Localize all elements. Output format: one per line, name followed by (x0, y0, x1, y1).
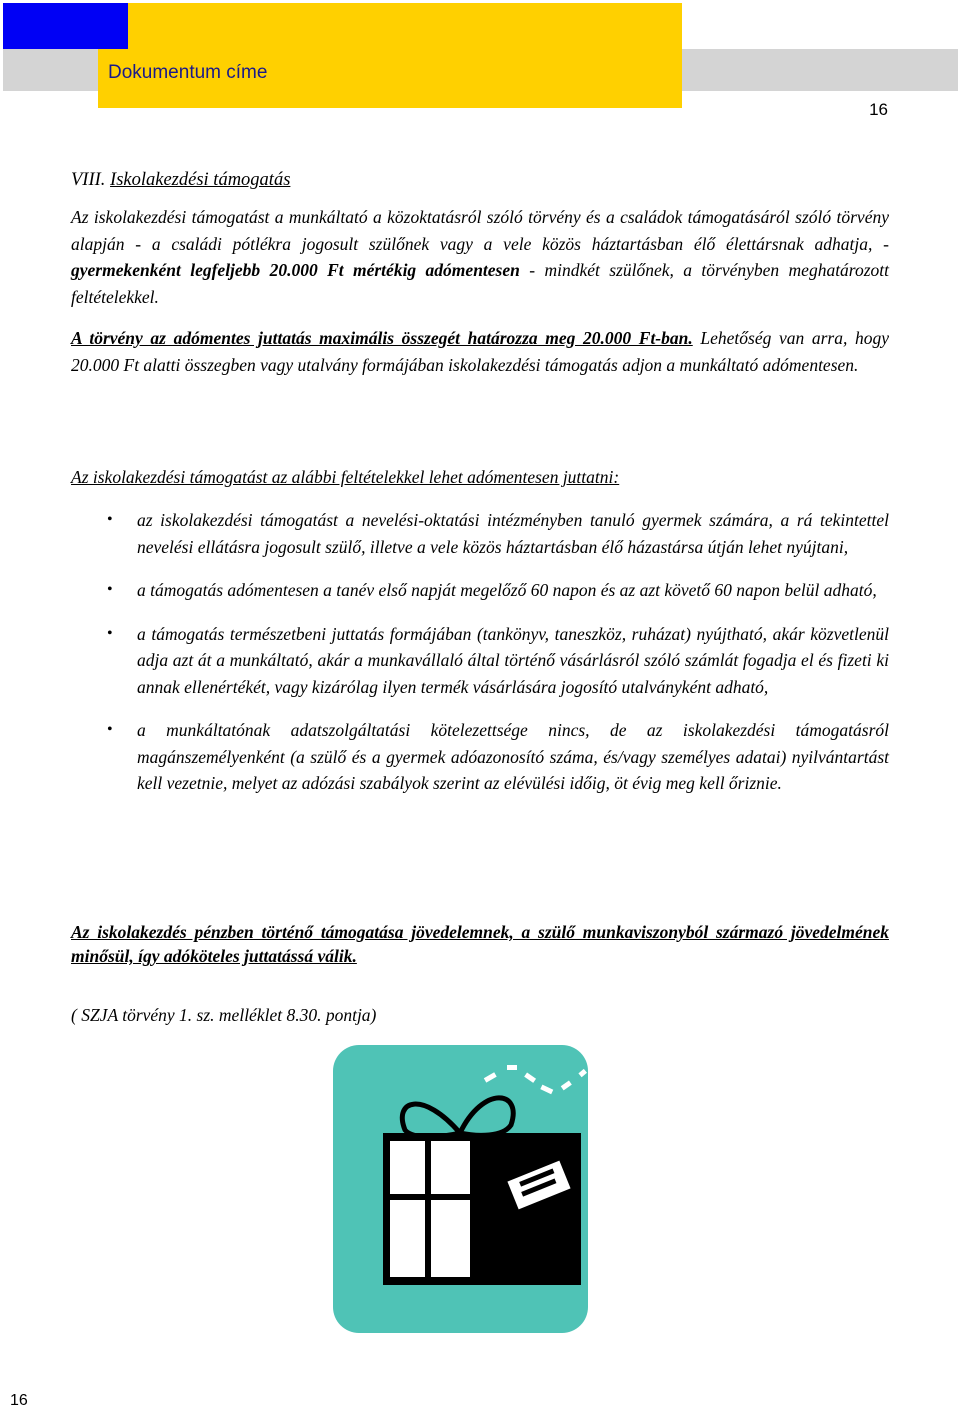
list-item (71, 577, 889, 604)
limit-text: Lehetőség van arra, hogy 20.000 Ft alatti összegben vagy utalvány formájában iskolakezdési támogatás adjon a munkáltató adómentesen. (71, 328, 889, 375)
section-heading (71, 167, 889, 194)
bullet: • (107, 721, 113, 738)
intro-highlight: gyermekenként legfeljebb 20.000 Ft mértékig adómentesen (71, 260, 520, 280)
limit-paragraph (71, 325, 889, 378)
intro-text-2: - mindkét szülőnek, a törvényben meghatározott feltételekkel. (71, 260, 889, 307)
taxable-note: Az iskolakezdés pénzben történő támogatása jövedelemnek, a szülő munkaviszonyból származó jövedelmének minősül, így adóköteles juttatássá válik. (71, 922, 889, 966)
list-item-text: az iskolakezdési támogatást a nevelési-oktatási intézményben tanuló gyermek számára, a rá tekintettel nevelési ellátásra jogosult szülő, illetve a vele közös háztartásban élő házastársa útján lehet nyújtani, (137, 510, 889, 557)
section-title: Iskolakezdési támogatás (110, 170, 291, 190)
bullet: • (107, 511, 113, 528)
section-number: VIII. (71, 170, 106, 190)
legal-reference: ( SZJA törvény 1. sz. melléklet 8.30. pontja) (71, 1004, 377, 1025)
list-item (71, 507, 889, 560)
page-number-footer: 16 (10, 1392, 28, 1409)
list-item (71, 717, 889, 797)
header-accent-block (3, 3, 128, 49)
conditions-heading: Az iskolakezdési támogatást az alábbi feltételekkel lehet adómentesen juttatni: (71, 467, 620, 487)
gift-icon (333, 1045, 588, 1333)
page-number-header: 16 (869, 100, 888, 119)
limit-highlight: A törvény az adómentes juttatás maximális összegét határozza meg 20.000 Ft-ban. (71, 328, 693, 348)
intro-text-1: Az iskolakezdési támogatást a munkáltató a közoktatásról szóló törvény és a családok támogatásáról szóló törvény alapján - a családi pótlékra jogosult szülőnek vagy a vele közös háztartásban élő élettársnak adhatja, - (71, 207, 889, 254)
document-title: Dokumentum címe (108, 62, 268, 83)
conditions-list (71, 507, 889, 814)
bullet: • (107, 581, 113, 598)
list-item-text: a munkáltatónak adatszolgáltatási kötelezettsége nincs, de az iskolakezdési támogatásról magánszemélyenként (a szülő és a gyermek adóazonosító száma, és/vagy személyes adatai) nyilvántartást kell vezetnie, melyet az adózási szabályok szerint az elévülési időig, öt évig meg kell őriznie. (137, 720, 889, 793)
intro-paragraph (71, 204, 889, 310)
bullet: • (107, 624, 113, 642)
list-item-text: a támogatás adómentesen a tanév első napját megelőző 60 napon és az azt követő 60 napon belül adható, (137, 580, 877, 600)
list-item (71, 621, 889, 701)
list-item-text: a támogatás természetbeni juttatás formájában (tankönyv, taneszköz, ruházat) nyújtható, akár közvetlenül adja azt át a munkáltató, akár a munkavállaló által történő vásárlásról szóló számlát fogadja el és fizeti ki annak ellenértékét, vagy kizárólag ilyen termék vásárlására jogosító utalványként adható, (137, 623, 889, 697)
header-title-box (98, 3, 682, 108)
